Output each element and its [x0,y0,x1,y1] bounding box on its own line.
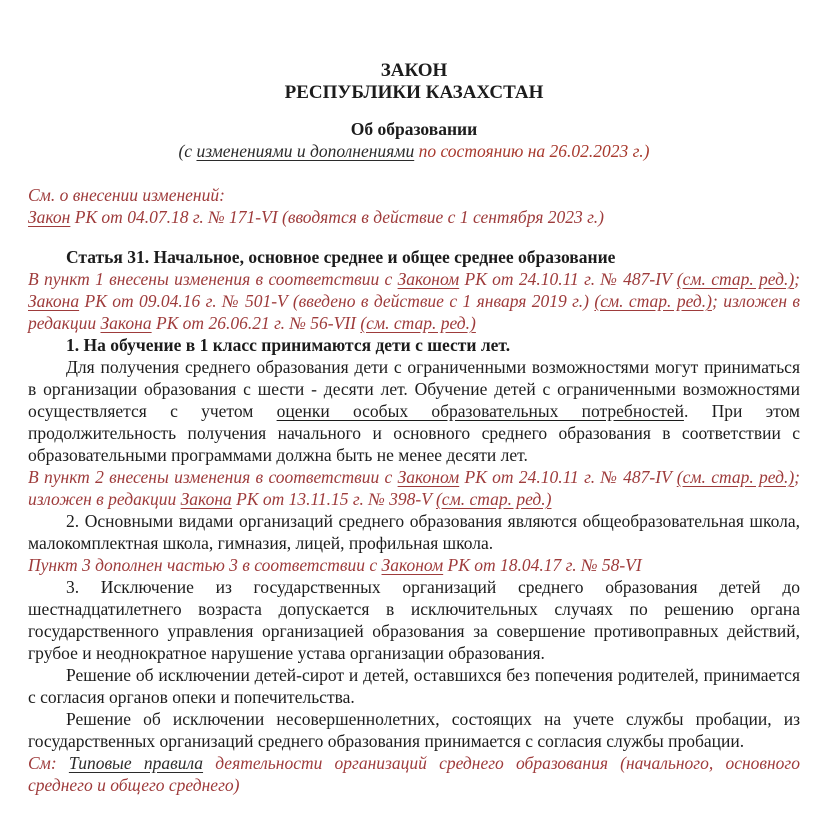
law-reference-link[interactable]: Законом [397,269,460,289]
revision-prefix: (с [178,141,197,161]
law-reference-link[interactable]: Закон [28,207,71,227]
amendments-link[interactable]: изменениями и дополнениями [196,141,415,161]
text-run: ; изложен в редакции [28,467,800,509]
old-version-link[interactable]: (см. стар. ред.) [676,269,795,289]
clause-3-para-3: Решение об исключении несовершеннолетних, состоящих на учете службы пробации, из государственных организаций среднего образования принимается с согласия службы пробации. [28,709,800,751]
see-changes-rest: РК от 04.07.18 г. № 171-VI (вводятся в действие с 1 сентября 2023 г.) [70,207,604,227]
old-version-link[interactable]: (см. стар. ред.) [594,291,712,311]
old-version-link[interactable]: (см. стар. ред.) [360,313,476,333]
text-run: деятельности организаций среднего образования (начального, основного среднего и общего среднего) [28,753,800,795]
text-run: . При этом продолжительность получения начального и основного среднего образования в соответствии с образовательными программами должна быть не менее десяти лет. [28,401,800,465]
text-run: РК от 13.11.15 г. № 398-V [231,489,436,509]
text-run: В пункт 2 внесены изменения в соответствии с [28,467,398,487]
text-run: ; изложен в редакции [28,291,800,333]
revision-note [28,140,800,162]
law-reference-link[interactable]: Закона [180,489,232,509]
law-title: ЗАКОН [380,60,448,81]
typical-rules-link[interactable]: Типовые правила [68,753,204,773]
text-run: Пункт 3 дополнен частью 3 в соответствии с [28,555,382,575]
law-reference-link[interactable]: Закона [28,291,80,311]
law-reference-link[interactable]: Законом [381,555,444,575]
spacer [28,104,800,118]
spacer [28,162,800,184]
amendment-note-3 [28,554,800,576]
special-needs-assessment-link[interactable]: оценки особых образовательных потребностей [276,401,684,421]
republic-title: РЕСПУБЛИКИ КАЗАХСТАН [284,82,544,103]
spacer [28,228,800,246]
old-version-link[interactable]: (см. стар. ред.) [676,467,795,487]
document-subject: Об образовании [350,119,478,139]
revision-date: по состоянию на 26.02.2023 г.) [414,141,650,161]
see-changes-note-line2 [28,206,800,228]
old-version-link[interactable]: (см. стар. ред.) [435,489,552,509]
law-reference-link[interactable]: Законом [397,467,460,487]
text-run: РК от 26.06.21 г. № 56-VII [151,313,361,333]
see-also-note [28,752,800,796]
text-run: РК от 18.04.17 г. № 58-VI [443,555,642,575]
see-changes-note-line1: См. о внесении изменений: [28,185,225,205]
clause-3-para-2: Решение об исключении детей-сирот и детей, оставшихся без попечения родителей, принимается с согласия органов опеки и попечительства. [28,665,800,707]
text-run: В пункт 1 внесены изменения в соответствии с [28,269,398,289]
text-run: РК от 24.10.11 г. № 487-IV [459,269,677,289]
text-run: ; [794,269,800,289]
law-reference-link[interactable]: Закона [100,313,152,333]
clause-2: 2. Основными видами организаций среднего образования являются общеобразовательная школа, малокомплектная школа, гимназия, лицей, профильная школа. [28,511,800,553]
text-run: См: [28,753,69,773]
amendment-note-1 [28,268,800,334]
clause-1-body [28,356,800,466]
article-31-heading: Статья 31. Начальное, основное среднее и общее среднее образование [66,247,616,267]
text-run: РК от 09.04.16 г. № 501-V (введено в действие с 1 января 2019 г.) [79,291,595,311]
text-run: РК от 24.10.11 г. № 487-IV [459,467,677,487]
clause-1: 1. На обучение в 1 класс принимаются дети с шести лет. [66,335,511,355]
amendment-note-2 [28,466,800,510]
clause-3: 3. Исключение из государственных организаций среднего образования детей до шестнадцатилетнего возраста допускается в исключительных случаях по решению органа государственного управления организацией образования за совершение противоправных действий, грубое и неоднократное нарушение устава организации образования. [28,577,800,663]
text-run: Для получения среднего образования дети с ограниченными возможностями могут приниматься в организации образования с шести - десяти лет. Обучение детей с ограниченными возможностями осуществляется с учетом [28,357,800,421]
